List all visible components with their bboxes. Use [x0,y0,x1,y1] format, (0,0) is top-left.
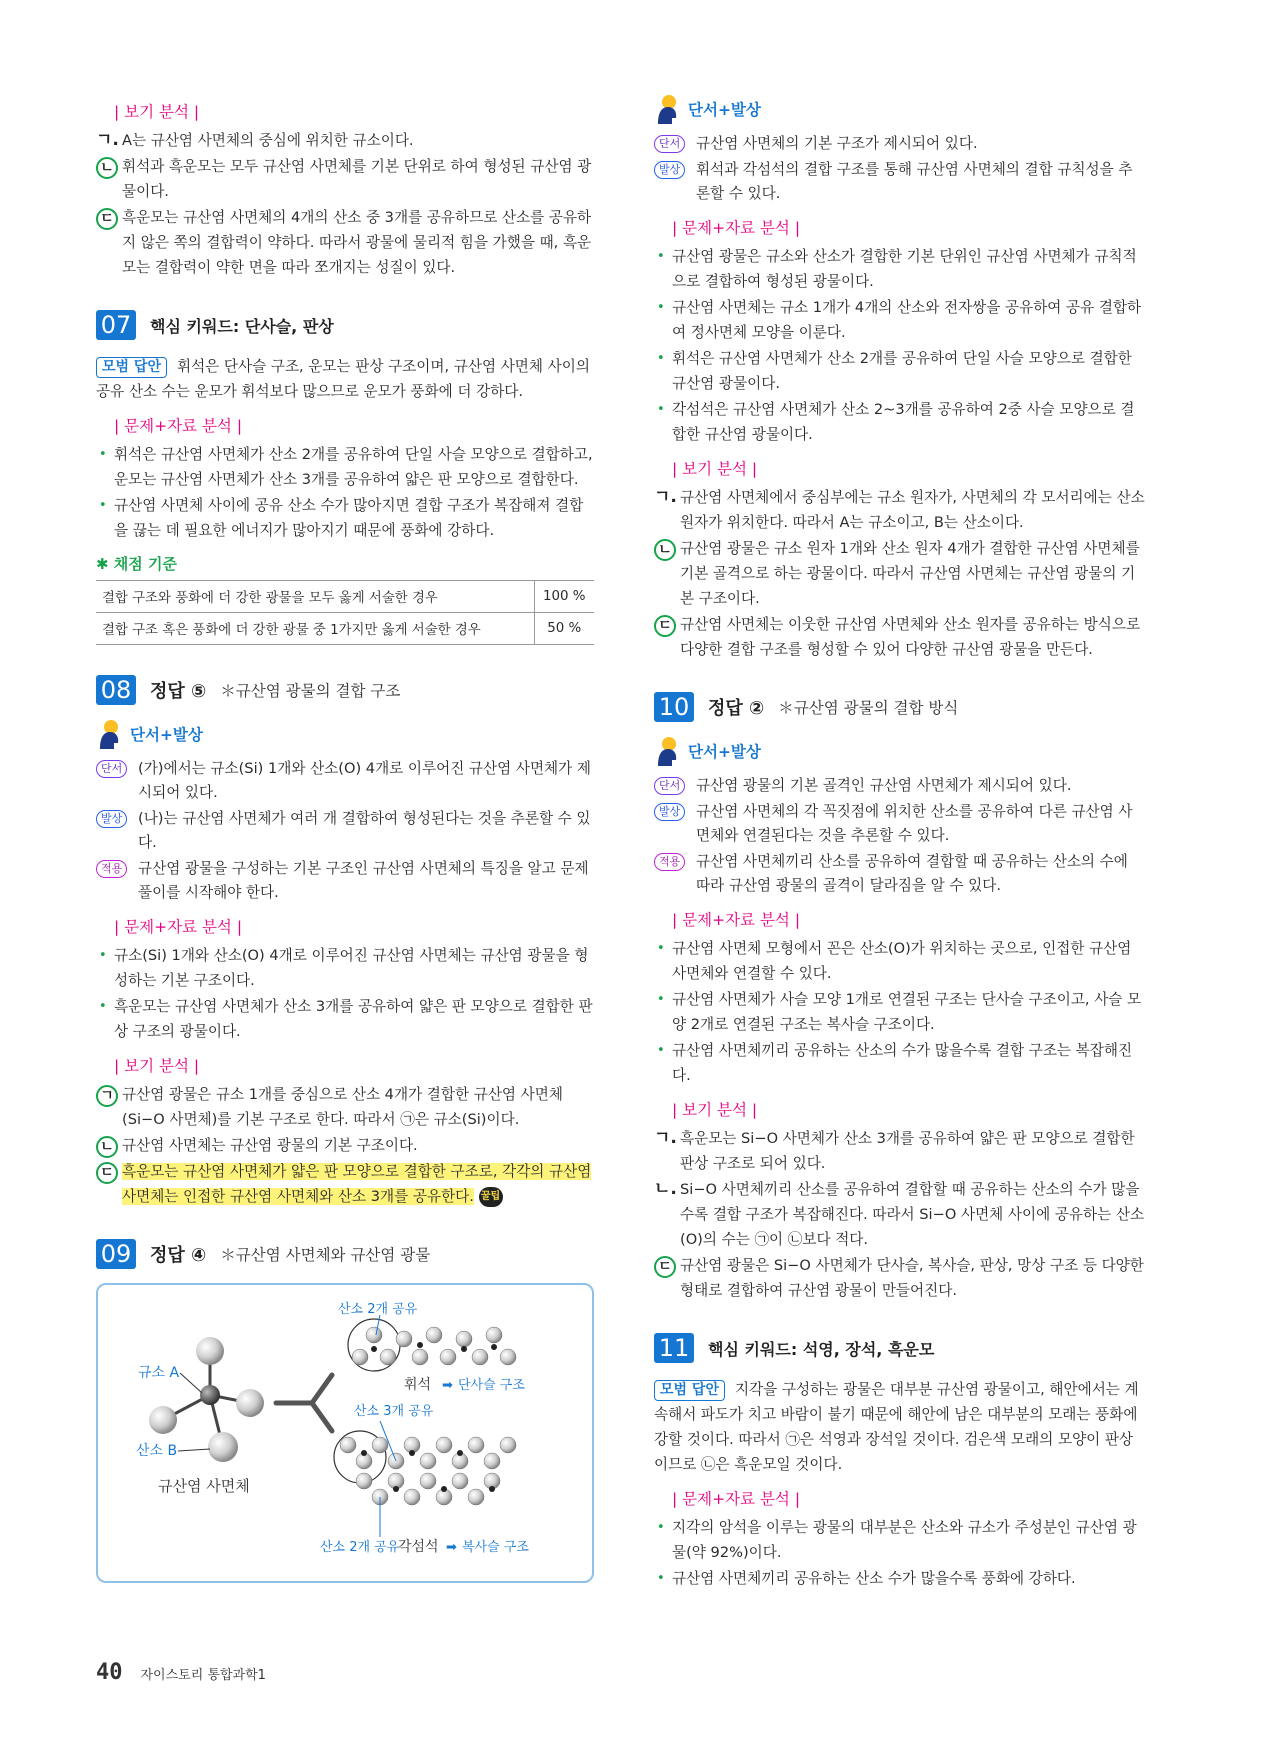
clue-text: 규산염 광물을 구성하는 기본 구조인 규산염 사면체의 특징을 알고 문제 풀이를 시작해야 한다. [138,860,589,901]
bogi-text: 규산염 광물은 Si−O 사면체가 단사슬, 복사슬, 판상, 망상 구조 등 다양한 형태로 결합하여 규산염 광물이 만들어진다. [680,1257,1144,1299]
clue-line [654,850,1146,898]
left-column [96,100,594,1583]
pyroxene-label: 휘석 [404,1377,432,1393]
bogi-text: 흑운모는 규산염 사면체의 4개의 산소 중 3개를 공유하므로 산소를 공유하지 않은 쪽의 결합력이 약하다. 따라서 광물에 물리적 힘을 가했을 때, 흑운모는 결합력이 약한 면을 따라 쪼개지는 성질이 있다. [122,209,592,276]
analysis-bullet: • 규산염 사면체 모형에서 꼰은 산소(O)가 위치하는 곳으로, 인접한 규산염 사면체와 연결할 수 있다. [654,936,1146,986]
clue-tag: 단서 [96,760,127,778]
clue-line [654,774,1146,798]
share2-top-label: 산소 2개 공유 [338,1302,418,1317]
clue-line [96,857,594,905]
bogi-mark: ㄱ. [654,1128,677,1148]
question-number: 11 [654,1333,694,1363]
bogi-list-06 [96,128,594,280]
bogi-item [654,1253,1146,1303]
page-footer [96,1660,266,1685]
bogi-text: 규산염 사면체는 이웃한 규산염 사면체와 산소 원자를 공유하는 방식으로 다양한 결합 구조를 형성할 수 있어 다양한 규산염 광물을 만든다. [680,616,1141,658]
answer-label: 정답 ④ [150,1245,207,1266]
bogi-mark: ㄱ. [96,130,119,150]
hint-title: 단서+발상 [688,743,761,761]
clue-tag: 발상 [654,803,685,821]
analysis-bullet: • 규산염 사면체끼리 공유하는 산소의 수가 많을수록 결합 구조는 복잡해진다. [654,1038,1146,1088]
single-chain-label: 단사슬 구조 [458,1378,525,1393]
bogi-mark-correct: ㄴ [96,157,118,179]
bogi-mark: ㄴ. [654,1179,677,1199]
clue-text: 규산염 사면체의 각 꼭짓점에 위치한 산소를 공유하여 다른 규산염 사면체와 연결된다는 것을 추론할 수 있다. [696,803,1133,844]
bogi-mark-correct: ㄷ [654,1256,676,1278]
clue-text: 휘석과 각섬석의 결합 구조를 통해 규산염 사면체의 결합 규칙성을 추론할 수 있다. [696,161,1133,202]
analysis-bullet: • 지각의 암석을 이루는 광물의 대부분은 산소와 규소가 주성분인 규산염 광물(약 92%)이다. [654,1515,1146,1565]
clue-text: 규산염 사면체의 기본 구조가 제시되어 있다. [696,135,978,152]
criteria-desc: 결합 구조와 풍화에 더 강한 광물을 모두 옳게 서술한 경우 [96,581,534,613]
analysis-title: | 문제+자료 분석 | [114,417,243,435]
bogi-mark-correct: ㄱ [96,1085,118,1107]
bogi-item [654,485,1146,535]
bogi-item [654,1177,1146,1252]
criteria-title: ✱ 채점 기준 [96,555,177,573]
right-column [654,100,1146,1592]
criteria-desc: 결합 구조 혹은 풍화에 더 강한 광물 중 1가지만 옳게 서술한 경우 [96,613,534,645]
model-answer [654,1377,1146,1477]
clue-tag: 단서 [654,135,685,153]
bogi-mark-correct: ㄷ [96,1162,118,1184]
hint-title: 단서+발상 [688,101,761,119]
silicate-structure-diagram [98,1285,592,1581]
bogi-mark-correct: ㄴ [96,1136,118,1158]
bogi-item [96,154,594,204]
page-number: 40 [96,1660,123,1685]
clue-text: 규산염 광물의 기본 골격인 규산염 사면체가 제시되어 있다. [696,777,1072,794]
clue-text: (가)에서는 규소(Si) 1개와 산소(O) 4개로 이루어진 규산염 사면체가 제시되어 있다. [138,760,591,801]
bogi-item [96,205,594,280]
bogi-item [96,128,594,153]
bogi-item [96,1159,594,1209]
o-label: 산소 B [136,1443,178,1459]
answer-label: 정답 ⑤ [150,681,207,702]
question-09-header [96,1239,594,1269]
criteria-pct: 50 % [534,613,594,645]
question-topic: ＊규산염 광물의 결합 구조 [220,682,401,700]
bogi-item [654,1126,1146,1176]
bogi-text: A는 규산염 사면체의 중심에 위치한 규소이다. [122,132,414,149]
branch-arrow-icon [276,1375,332,1431]
bogi-item [654,612,1146,662]
analysis-bullet: • 규산염 사면체끼리 공유하는 산소 수가 많을수록 풍화에 강하다. [654,1566,1146,1591]
analysis-title: | 문제+자료 분석 | [672,219,801,237]
honey-tip-badge: 꿀팁 [479,1187,503,1207]
arrow-icon: ➡ [446,1540,457,1555]
clue-tag: 적용 [654,853,685,871]
question-number: 07 [96,310,136,340]
lightbulb-head-icon [654,736,680,766]
question-number: 08 [96,675,136,705]
hint-header [654,94,1146,124]
question-11-header [654,1333,1146,1363]
bogi-mark-correct: ㄷ [96,208,118,230]
model-answer-text: 휘석은 단사슬 구조, 운모는 판상 구조이며, 규산염 사면체 사이의 공유 산소 수는 운모가 휘석보다 많으므로 운모가 풍화에 더 강하다. [96,358,590,400]
analysis-title: | 문제+자료 분석 | [672,911,801,929]
bogi-item [96,1082,594,1132]
clue-tag: 적용 [96,860,127,878]
bogi-text: 휘석과 흑운모는 모두 규산염 사면체를 기본 단위로 하여 형성된 규산염 광물이다. [122,158,592,200]
bogi-text-highlighted: 흑운모는 규산염 사면체가 얇은 판 모양으로 결합한 구조로, 각각의 규산염 사면체는 인접한 규산염 사면체와 산소 3개를 공유한다. [122,1163,592,1205]
double-chain-model [334,1421,516,1537]
bogi-item [654,536,1146,611]
question-08-header [96,675,594,705]
clue-line [654,132,1146,156]
bogi-text: 규산염 광물은 규소 원자 1개와 산소 원자 4개가 결합한 규산염 사면체를 기본 골격으로 하는 광물이다. 따라서 규산염 사면체는 규산염 광물의 기본 구조이다. [680,540,1140,607]
analysis-bullet: • 각섬석은 규산염 사면체가 산소 2~3개를 공유하여 2중 사슬 모양으로 결합한 규산염 광물이다. [654,397,1146,447]
clue-line [96,807,594,855]
single-chain-model [348,1315,516,1371]
model-answer-tag: 모범 답안 [654,1380,725,1401]
bogi-text: 규산염 사면체는 규산염 광물의 기본 구조이다. [122,1137,418,1154]
bogi-text: 규산염 광물은 규소 1개를 중심으로 산소 4개가 결합한 규산염 사면체(Si−O 사면체)를 기본 구조로 한다. 따라서 ㉠은 규소(Si)이다. [122,1086,563,1128]
clue-tag: 발상 [654,161,685,179]
bogi-mark-correct: ㄴ [654,539,676,561]
question-10-header [654,692,1146,722]
hint-header [654,736,1146,766]
clue-tag: 발상 [96,810,127,828]
hint-header [96,719,594,749]
analysis-bullet: • 규산염 광물은 규소와 산소가 결합한 기본 단위인 규산염 사면체가 규칙적으로 결합하여 형성된 광물이다. [654,244,1146,294]
analysis-bullet: • 규소(Si) 1개와 산소(O) 4개로 이루어진 규산염 사면체는 규산염 광물을 형성하는 기본 구조이다. [96,943,594,993]
book-title: 자이스토리 통합과학1 [140,1668,266,1683]
bogi-text: 규산염 사면체에서 중심부에는 규소 원자가, 사면체의 각 모서리에는 산소 원자가 위치한다. 따라서 A는 규소이고, B는 산소이다. [680,489,1145,531]
double-chain-label: 복사슬 구조 [462,1540,529,1555]
bogi-analysis-title: | 보기 분석 | [672,1101,758,1119]
question-number: 10 [654,692,694,722]
si-label: 규소 A [138,1365,180,1381]
question-keyword: 핵심 키워드: 단사슬, 판상 [150,316,334,336]
bogi-item [96,1133,594,1158]
bogi-text: 흑운모는 Si−O 사면체가 산소 3개를 공유하여 얇은 판 모양으로 결합한 판상 구조로 되어 있다. [680,1130,1135,1172]
model-answer [96,354,594,404]
clue-text: 규산염 사면체끼리 산소를 공유하여 결합할 때 공유하는 산소의 수에 따라 규산염 광물의 골격이 달라짐을 알 수 있다. [696,853,1128,894]
clue-text: (나)는 규산염 사면체가 여러 개 결합하여 형성된다는 것을 추론할 수 있다. [138,810,591,851]
analysis-bullet: • 휘석은 규산염 사면체가 산소 2개를 공유하여 단일 사슬 모양으로 결합하고, 운모는 규산염 사면체가 산소 3개를 공유하여 얇은 판 모양으로 결합한다. [96,442,594,492]
analysis-bullet: • 흑운모는 규산염 사면체가 산소 3개를 공유하여 얇은 판 모양으로 결합한 판상 구조의 광물이다. [96,994,594,1044]
bogi-analysis-title: | 보기 분석 | [114,103,200,121]
criteria-table [96,580,594,645]
bogi-analysis-title: | 보기 분석 | [114,1057,200,1075]
model-answer-text: 지각을 구성하는 광물은 대부분 규산염 광물이고, 해안에서는 계속해서 파도가 치고 바람이 불기 때문에 해안에 남은 대부분의 모래는 풍화에 강할 것이다. 따라서 ㉠은 석영과 장석일 것이다. 검은색 모래의 모양이 판상이므로 ㉡은 흑운모일 것이다. [654,1381,1139,1473]
tetra-caption: 규산염 사면체 [158,1477,250,1495]
table-row [96,581,594,613]
bogi-mark-correct: ㄷ [654,615,676,637]
share2-bottom-label: 산소 2개 공유 [320,1540,400,1555]
analysis-bullet: • 휘석은 규산염 사면체가 산소 2개를 공유하여 단일 사슬 모양으로 결합한 규산염 광물이다. [654,346,1146,396]
clue-line [96,757,594,805]
hint-title: 단서+발상 [130,726,203,744]
analysis-title: | 문제+자료 분석 | [114,918,243,936]
share3-label: 산소 3개 공유 [354,1404,434,1419]
question-number: 09 [96,1239,136,1269]
question-topic: ＊규산염 사면체와 규산염 광물 [220,1246,431,1264]
arrow-icon: ➡ [442,1378,453,1393]
question-07-header [96,310,594,340]
clue-line [654,158,1146,206]
amphibole-label: 각섬석 [398,1539,439,1555]
bogi-analysis-title: | 보기 분석 | [672,460,758,478]
clue-tag: 단서 [654,777,685,795]
bogi-mark: ㄱ. [654,487,677,507]
clue-line [654,800,1146,848]
question-keyword: 핵심 키워드: 석영, 장석, 흑운모 [708,1339,935,1359]
lightbulb-head-icon [96,719,122,749]
analysis-bullet: • 규산염 사면체 사이에 공유 산소 수가 많아지면 결합 구조가 복잡해져 결합을 끊는 데 필요한 에너지가 많아지기 때문에 풍화에 강하다. [96,493,594,543]
analysis-bullet: • 규산염 사면체는 규소 1개가 4개의 산소와 전자쌍을 공유하여 공유 결합하여 정사면체 모양을 이룬다. [654,295,1146,345]
bogi-text: Si−O 사면체끼리 산소를 공유하여 결합할 때 공유하는 산소의 수가 많을수록 결합 구조가 복잡해진다. 따라서 Si−O 사면체 사이에 공유하는 산소(O)의 수는 ㉠이 ㉡보다 적다. [680,1181,1145,1248]
criteria-pct: 100 % [534,581,594,613]
analysis-title: | 문제+자료 분석 | [672,1490,801,1508]
silicate-figure [96,1283,594,1583]
question-topic: ＊규산염 광물의 결합 방식 [778,699,959,717]
model-answer-tag: 모범 답안 [96,357,167,378]
analysis-bullet: • 규산염 사면체가 사슬 모양 1개로 연결된 구조는 단사슬 구조이고, 사슬 모양 2개로 연결된 구조는 복사슬 구조이다. [654,987,1146,1037]
answer-label: 정답 ② [708,698,765,719]
lightbulb-head-icon [654,94,680,124]
table-row [96,613,594,645]
